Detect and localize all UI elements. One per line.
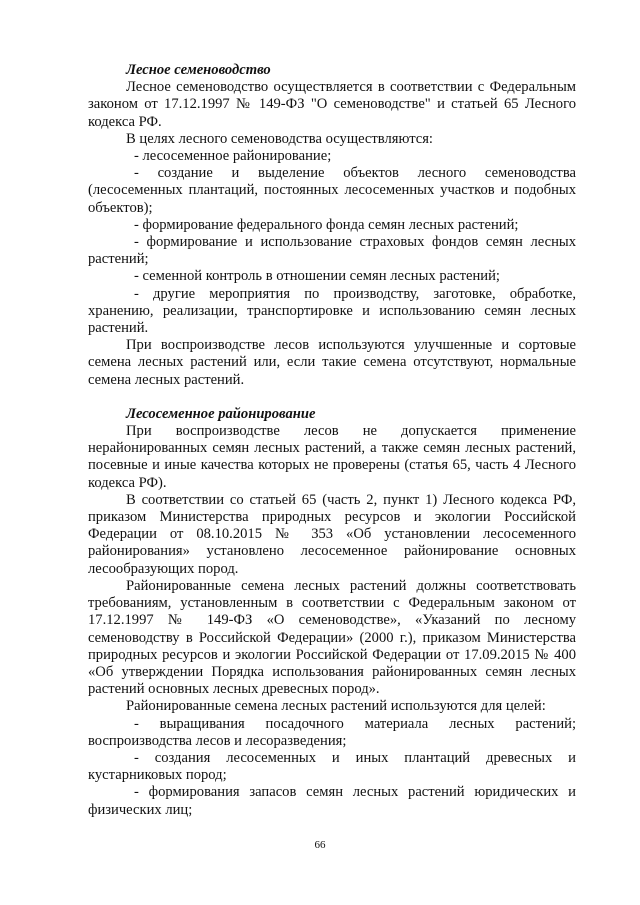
- page-content: [88, 62, 576, 819]
- list-item: - выращивания посадочного материала лесных растений; воспроизводства лесов и лесоразведения;: [88, 715, 576, 749]
- page-number: 66: [314, 839, 326, 851]
- paragraph: Районированные семена лесных растений используются для целей:: [126, 698, 546, 715]
- paragraph-intro: Лесное семеноводство осуществляется в соответствии с Федеральным законом от 17.12.1997 № 149-ФЗ "О семеноводстве" и статьей 65 Лесного кодекса РФ.: [88, 79, 576, 130]
- paragraph-closing: При воспроизводстве лесов используются улучшенные и сортовые семена лесных растений или, если такие семена отсутствуют, нормальные семена лесных растений.: [88, 337, 576, 388]
- section-heading-forest-seed-production: Лесное семеноводство: [126, 62, 271, 78]
- paragraph-lead: В целях лесного семеноводства осуществляются:: [126, 130, 433, 147]
- list-item: - семенной контроль в отношении семян лесных растений;: [134, 268, 500, 285]
- list-item: - лесосеменное районирование;: [134, 148, 332, 165]
- paragraph: В соответствии со статьей 65 (часть 2, пункт 1) Лесного кодекса РФ, приказом Министерства природных ресурсов и экологии Российской Федерации от 08.10.2015 № 353 «Об установлении лесосеменного районирования» установлено лесосеменное районирование основных лесообразующих пород.: [88, 491, 576, 577]
- list-item: - формирования запасов семян лесных растений юридических и физических лиц;: [88, 784, 576, 818]
- list-item: - формирование и использование страховых фондов семян лесных растений;: [88, 234, 576, 268]
- section-heading-seed-zoning: Лесосеменное районирование: [126, 405, 316, 422]
- paragraph: При воспроизводстве лесов не допускается применение нерайонированных семян лесных растений, а также семян лесных растений, посевные и иные качества которых не проверены (статья 65, часть 4 Лесного кодекса РФ).: [88, 423, 576, 491]
- list-item: - создания лесосеменных и иных плантаций древесных и кустарниковых пород;: [88, 749, 576, 784]
- list-item: - формирование федерального фонда семян лесных растений;: [134, 216, 519, 233]
- paragraph: Районированные семена лесных растений должны соответствовать требованиям, установленным в соответствии с Федеральным законом от 17.12.1997 № 149-ФЗ «О семеноводстве», «Указаний по лесному семеноводству в Российской Федерации» (2000 г.), приказом Министерства природных ресурсов и экологии Российской Федерации от 17.09.2015 № 400 «Об утверждении Порядка использования районированных семян лесных растений основных лесных древесных пород».: [88, 577, 576, 698]
- list-item: - другие мероприятия по производству, заготовке, обработке, хранению, реализации, транспортировке и использованию семян лесных растений.: [88, 285, 576, 337]
- list-item: - создание и выделение объектов лесного семеноводства (лесосеменных плантаций, постоянных лесосеменных участков и подобных объектов);: [88, 165, 576, 216]
